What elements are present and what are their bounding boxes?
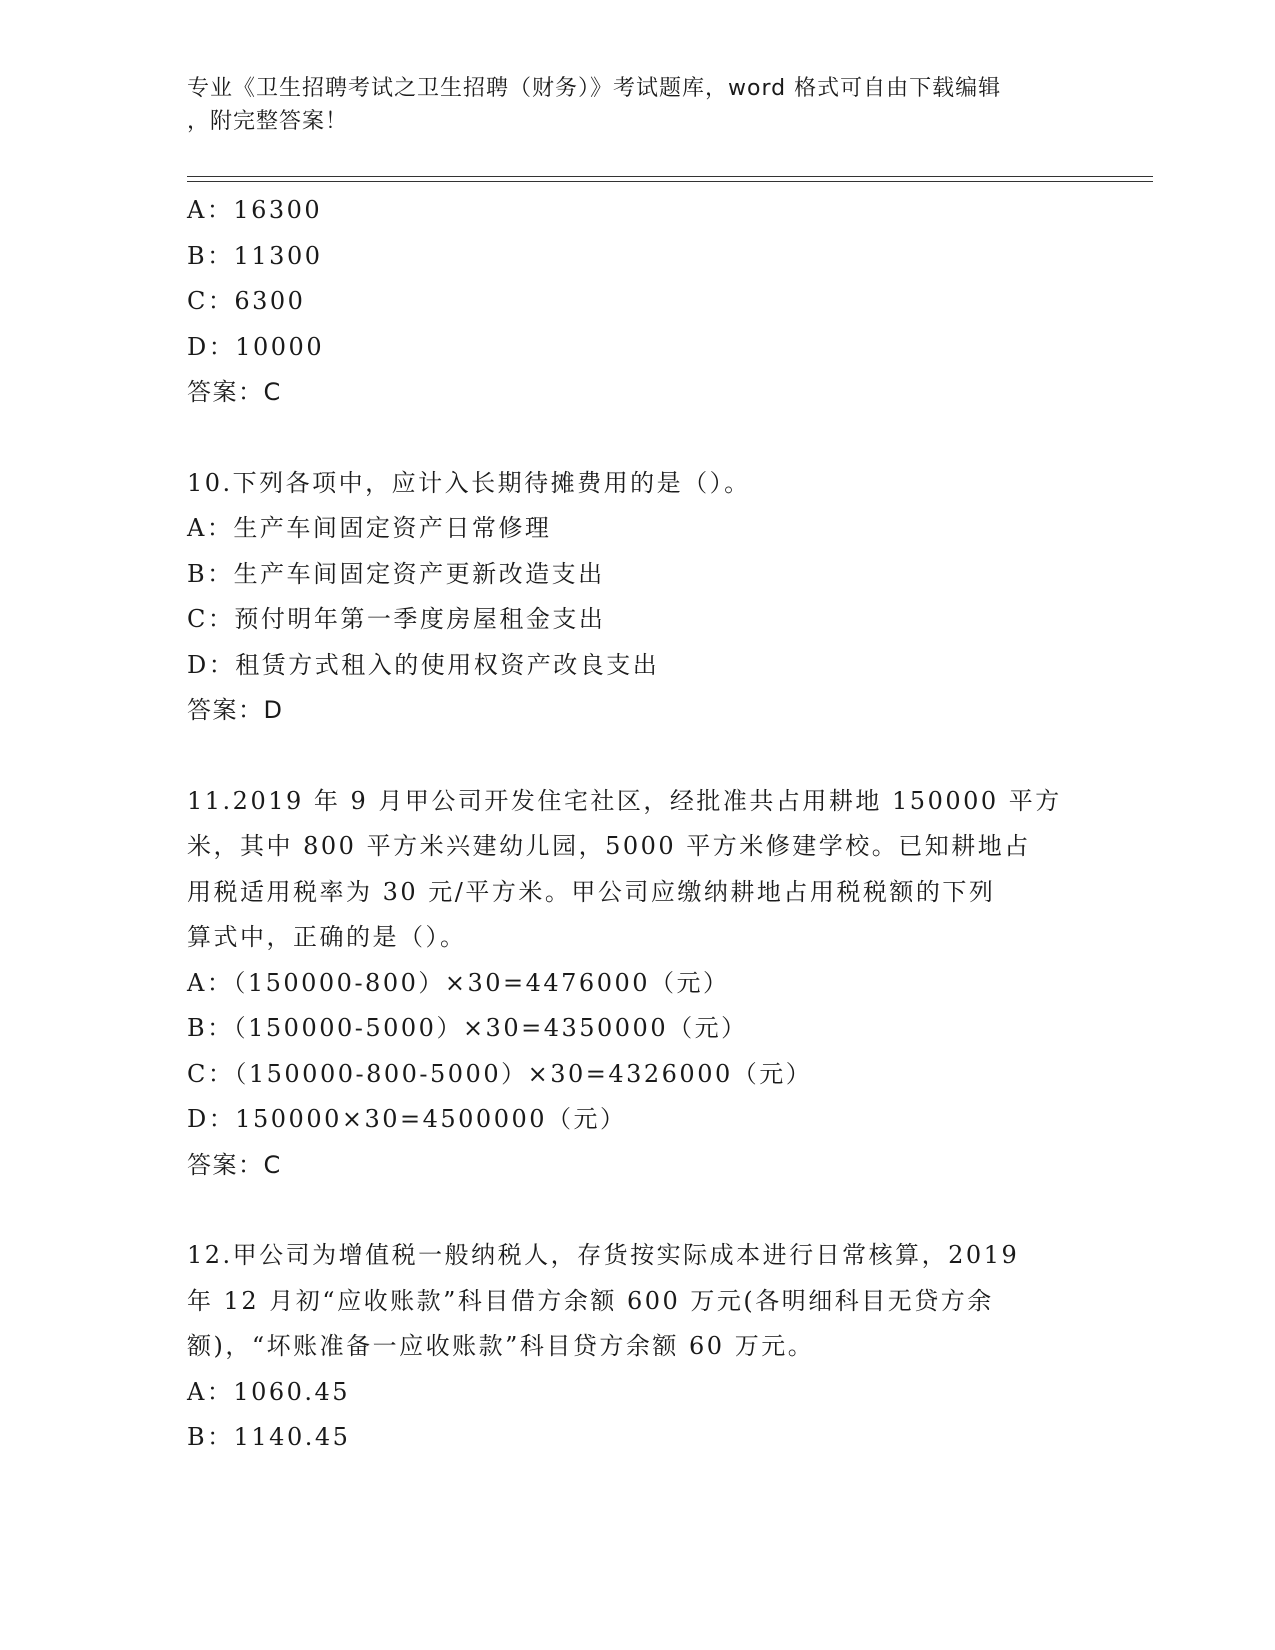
question-12 <box>187 1233 1087 1461</box>
question-11 <box>187 779 1087 1189</box>
option-b: B：生产车间固定资产更新改造支出 <box>187 559 605 588</box>
question-text-line: 年 12 月初“应收账款”科目借方余额 600 万元(各明细科目无贷方余 <box>187 1286 994 1315</box>
option-d: D：10000 <box>187 332 325 361</box>
option-a: A：1060.45 <box>187 1377 351 1406</box>
option-d: D：租赁方式租入的使用权资产改良支出 <box>187 650 660 679</box>
question-text-line: 12.甲公司为增值税一般纳税人，存货按实际成本进行日常核算，2019 <box>187 1241 1020 1269</box>
option-b: B：1140.45 <box>187 1423 351 1451</box>
header-divider-top <box>187 176 1153 177</box>
question-9 <box>187 188 1087 416</box>
option-b: B：（150000-5000）×30=4350000（元） <box>187 1014 748 1042</box>
option-a: A：生产车间固定资产日常修理 <box>187 514 552 542</box>
question-text-line: 额)，“坏账准备一应收账款”科目贷方余额 60 万元。 <box>187 1332 815 1360</box>
answer: 答案：C <box>187 1150 282 1179</box>
question-text-line: 用税适用税率为 30 元/平方米。甲公司应缴纳耕地占用税税额的下列 <box>187 877 996 906</box>
header-line-1: 专业《卫生招聘考试之卫生招聘（财务）》考试题库，word 格式可自由下载编辑 <box>187 76 1002 101</box>
question-list <box>187 188 1087 1461</box>
option-b: B：11300 <box>187 241 323 270</box>
question-text-line: 算式中，正确的是（）。 <box>187 923 467 951</box>
option-a: A：16300 <box>187 196 323 224</box>
option-c: C：6300 <box>187 287 306 315</box>
option-a: A：（150000-800）×30=4476000（元） <box>187 968 730 997</box>
question-text: 10.下列各项中，应计入长期待摊费用的是（）。 <box>187 468 751 497</box>
answer: 答案：C <box>187 378 282 406</box>
question-10 <box>187 461 1087 734</box>
question-text-line: 11.2019 年 9 月甲公司开发住宅社区，经批准共占用耕地 150000 平方 <box>187 786 1062 815</box>
option-c: C：预付明年第一季度房屋租金支出 <box>187 605 606 633</box>
header-line-2: ，附完整答案！ <box>187 109 349 134</box>
option-c: C：（150000-800-5000）×30=4326000（元） <box>187 1059 813 1088</box>
answer: 答案：D <box>187 696 284 724</box>
question-text-line: 米，其中 800 平方米兴建幼儿园，5000 平方米修建学校。已知耕地占 <box>187 832 1031 860</box>
option-d: D：150000×30=4500000（元） <box>187 1105 627 1133</box>
page-header <box>187 72 1067 138</box>
header-divider-bottom <box>187 181 1153 182</box>
